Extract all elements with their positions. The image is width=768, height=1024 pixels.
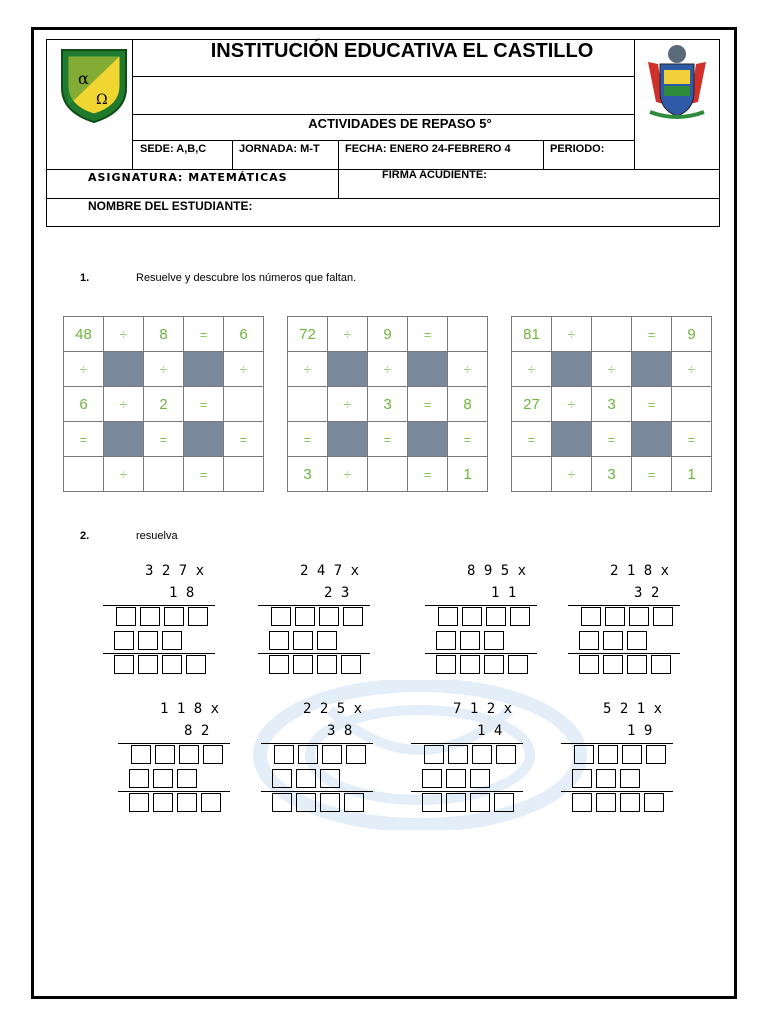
operator-cell: ÷	[592, 352, 632, 387]
answer-box[interactable]	[472, 745, 492, 764]
operator-cell: ÷	[104, 387, 144, 422]
partial-product-1	[116, 607, 208, 626]
sum-line	[411, 743, 523, 744]
answer-box[interactable]	[424, 745, 444, 764]
answer-box[interactable]	[448, 745, 468, 764]
number-cell: 8	[448, 387, 488, 422]
multiplier: 3 2	[634, 585, 660, 601]
division-puzzle-2	[287, 316, 488, 492]
blank-answer-cell[interactable]	[368, 457, 408, 492]
answer-box[interactable]	[298, 745, 318, 764]
answer-box[interactable]	[644, 793, 664, 812]
final-product	[422, 793, 514, 812]
answer-box[interactable]	[436, 631, 456, 650]
multiplier: 2 3	[324, 585, 350, 601]
sede-label: SEDE: A,B,C	[140, 143, 207, 155]
answer-box[interactable]	[116, 607, 136, 626]
operator-cell: =	[632, 457, 672, 492]
answer-box[interactable]	[269, 655, 289, 674]
section2-number: 2.	[80, 530, 90, 542]
answer-box[interactable]	[486, 607, 506, 626]
number-cell: 48	[64, 317, 104, 352]
answer-box[interactable]	[186, 655, 206, 674]
sum-line	[561, 791, 673, 792]
final-product	[114, 655, 206, 674]
answer-box[interactable]	[470, 793, 490, 812]
operator-cell: ÷	[552, 317, 592, 352]
answer-box[interactable]	[508, 655, 528, 674]
answer-box[interactable]	[646, 745, 666, 764]
answer-box[interactable]	[317, 655, 337, 674]
answer-box[interactable]	[603, 631, 623, 650]
section1-number: 1.	[80, 272, 90, 284]
operator-cell: =	[408, 317, 448, 352]
shaded-cell	[184, 422, 224, 457]
multiplier: 1 9	[627, 723, 653, 739]
multiplicand: 2 2 5 x	[303, 701, 363, 717]
operator-cell: =	[144, 422, 184, 457]
answer-box[interactable]	[114, 631, 134, 650]
answer-box[interactable]	[446, 769, 466, 788]
sum-line	[261, 791, 373, 792]
answer-box[interactable]	[131, 745, 151, 764]
answer-box[interactable]	[155, 745, 175, 764]
answer-box[interactable]	[579, 631, 599, 650]
partial-product-2	[269, 631, 337, 650]
answer-box[interactable]	[138, 655, 158, 674]
operator-cell: =	[224, 422, 264, 457]
answer-box[interactable]	[460, 631, 480, 650]
blank-answer-cell[interactable]	[448, 317, 488, 352]
partial-product-2	[272, 769, 340, 788]
partial-product-1	[274, 745, 366, 764]
answer-box[interactable]	[462, 607, 482, 626]
blank-answer-cell[interactable]	[592, 317, 632, 352]
blank-answer-cell[interactable]	[144, 457, 184, 492]
answer-box[interactable]	[574, 745, 594, 764]
blank-answer-cell[interactable]	[512, 457, 552, 492]
answer-box[interactable]	[596, 793, 616, 812]
partial-product-2	[579, 631, 647, 650]
answer-box[interactable]	[572, 793, 592, 812]
answer-box[interactable]	[346, 745, 366, 764]
operator-cell: ÷	[552, 387, 592, 422]
operator-cell: ÷	[672, 352, 712, 387]
answer-box[interactable]	[605, 607, 625, 626]
answer-box[interactable]	[596, 769, 616, 788]
answer-box[interactable]	[164, 607, 184, 626]
answer-box[interactable]	[129, 793, 149, 812]
partial-product-2	[436, 631, 504, 650]
operator-cell: ÷	[448, 352, 488, 387]
shaded-cell	[632, 422, 672, 457]
answer-box[interactable]	[269, 631, 289, 650]
answer-box[interactable]	[343, 607, 363, 626]
operator-cell: ÷	[64, 352, 104, 387]
partial-product-2	[422, 769, 490, 788]
answer-box[interactable]	[153, 769, 173, 788]
number-cell: 3	[592, 387, 632, 422]
answer-box[interactable]	[436, 655, 456, 674]
operator-cell: =	[448, 422, 488, 457]
answer-box[interactable]	[341, 655, 361, 674]
multiplicand: 3 2 7 x	[145, 563, 205, 579]
answer-box[interactable]	[179, 745, 199, 764]
operator-cell: =	[512, 422, 552, 457]
answer-box[interactable]	[114, 655, 134, 674]
blank-answer-cell[interactable]	[64, 457, 104, 492]
number-cell: 9	[672, 317, 712, 352]
answer-box[interactable]	[274, 745, 294, 764]
operator-cell: ÷	[368, 352, 408, 387]
sum-line	[411, 791, 523, 792]
answer-box[interactable]	[627, 655, 647, 674]
shaded-cell	[408, 422, 448, 457]
multiplicand: 2 1 8 x	[610, 563, 670, 579]
school-name: INSTITUCIÓN EDUCATIVA EL CASTILLO	[210, 40, 594, 62]
asignatura-label: ASIGNATURA: MATEMÁTICAS	[88, 171, 288, 184]
shaded-cell	[328, 352, 368, 387]
answer-box[interactable]	[296, 769, 316, 788]
answer-box[interactable]	[581, 607, 601, 626]
answer-box[interactable]	[188, 607, 208, 626]
multiplicand: 1 1 8 x	[160, 701, 220, 717]
number-cell: 72	[288, 317, 328, 352]
school-shield-logo	[58, 44, 130, 124]
number-cell: 3	[592, 457, 632, 492]
number-cell: 6	[64, 387, 104, 422]
omega-letter: Ω	[96, 92, 108, 108]
blank-answer-cell[interactable]	[224, 387, 264, 422]
answer-box[interactable]	[344, 793, 364, 812]
periodo-label: PERIODO:	[550, 143, 605, 155]
answer-box[interactable]	[272, 793, 292, 812]
firma-acudiente-label: FIRMA ACUDIENTE:	[382, 169, 487, 181]
answer-box[interactable]	[138, 631, 158, 650]
answer-box[interactable]	[438, 607, 458, 626]
operator-cell: ÷	[224, 352, 264, 387]
shaded-cell	[408, 352, 448, 387]
answer-box[interactable]	[296, 793, 316, 812]
answer-box[interactable]	[620, 769, 640, 788]
multiplier: 1 8	[169, 585, 195, 601]
final-product	[579, 655, 671, 674]
partial-product-1	[424, 745, 516, 764]
operator-cell: ÷	[288, 352, 328, 387]
sum-line	[118, 791, 230, 792]
answer-box[interactable]	[177, 793, 197, 812]
multiplicand: 2 4 7 x	[300, 563, 360, 579]
operator-cell: =	[632, 317, 672, 352]
shaded-cell	[632, 352, 672, 387]
operator-cell: =	[288, 422, 328, 457]
answer-box[interactable]	[653, 607, 673, 626]
answer-box[interactable]	[293, 631, 313, 650]
answer-box[interactable]	[496, 745, 516, 764]
number-cell: 1	[672, 457, 712, 492]
answer-box[interactable]	[177, 769, 197, 788]
shaded-cell	[104, 422, 144, 457]
jornada-label: JORNADA: M-T	[239, 143, 320, 155]
partial-product-2	[129, 769, 197, 788]
answer-box[interactable]	[153, 793, 173, 812]
answer-box[interactable]	[470, 769, 490, 788]
final-product	[269, 655, 361, 674]
multiplier: 3 8	[327, 723, 353, 739]
sum-line	[103, 605, 215, 606]
student-name-label: NOMBRE DEL ESTUDIANTE:	[88, 199, 253, 213]
answer-box[interactable]	[446, 793, 466, 812]
sum-line	[258, 653, 370, 654]
multiplicand: 7 1 2 x	[453, 701, 513, 717]
shaded-cell	[552, 352, 592, 387]
sum-line	[261, 743, 373, 744]
number-cell: 3	[288, 457, 328, 492]
answer-box[interactable]	[603, 655, 623, 674]
answer-box[interactable]	[651, 655, 671, 674]
sum-line	[568, 605, 680, 606]
operator-cell: =	[408, 457, 448, 492]
number-cell: 9	[368, 317, 408, 352]
answer-box[interactable]	[622, 745, 642, 764]
answer-box[interactable]	[629, 607, 649, 626]
multiplier: 1 4	[477, 723, 503, 739]
partial-product-1	[438, 607, 530, 626]
operator-cell: =	[184, 387, 224, 422]
division-puzzle-1	[63, 316, 264, 492]
partial-product-2	[114, 631, 182, 650]
operator-cell: =	[64, 422, 104, 457]
sum-line	[258, 605, 370, 606]
sum-line	[561, 743, 673, 744]
number-cell: 3	[368, 387, 408, 422]
final-product	[129, 793, 221, 812]
blank-answer-cell[interactable]	[288, 387, 328, 422]
multiplicand: 5 2 1 x	[603, 701, 663, 717]
answer-box[interactable]	[201, 793, 221, 812]
multiplier: 8 2	[184, 723, 210, 739]
answer-box[interactable]	[598, 745, 618, 764]
number-cell: 27	[512, 387, 552, 422]
operator-cell: ÷	[144, 352, 184, 387]
sum-line	[425, 605, 537, 606]
answer-box[interactable]	[422, 769, 442, 788]
answer-box[interactable]	[620, 793, 640, 812]
answer-box[interactable]	[627, 631, 647, 650]
activity-title: ACTIVIDADES DE REPASO 5°	[308, 116, 492, 131]
operator-cell: =	[672, 422, 712, 457]
operator-cell: =	[368, 422, 408, 457]
number-cell: 6	[224, 317, 264, 352]
answer-box[interactable]	[460, 655, 480, 674]
fecha-label: FECHA: ENERO 24-FEBRERO 4	[345, 143, 511, 155]
number-cell: 8	[144, 317, 184, 352]
partial-product-1	[131, 745, 223, 764]
sum-line	[568, 653, 680, 654]
sum-line	[118, 743, 230, 744]
multiplier: 1 1	[491, 585, 517, 601]
alpha-letter: α	[78, 69, 89, 88]
answer-box[interactable]	[320, 793, 340, 812]
shaded-cell	[328, 422, 368, 457]
answer-box[interactable]	[510, 607, 530, 626]
operator-cell: ÷	[328, 457, 368, 492]
final-product	[272, 793, 364, 812]
final-product	[572, 793, 664, 812]
answer-box[interactable]	[162, 655, 182, 674]
sum-line	[103, 653, 215, 654]
number-cell: 81	[512, 317, 552, 352]
answer-box[interactable]	[271, 607, 291, 626]
answer-box[interactable]	[494, 793, 514, 812]
blank-answer-cell[interactable]	[224, 457, 264, 492]
answer-box[interactable]	[322, 745, 342, 764]
operator-cell: =	[184, 317, 224, 352]
shaded-cell	[552, 422, 592, 457]
partial-product-1	[271, 607, 363, 626]
answer-box[interactable]	[320, 769, 340, 788]
answer-box[interactable]	[272, 769, 292, 788]
operator-cell: =	[184, 457, 224, 492]
answer-box[interactable]	[319, 607, 339, 626]
partial-product-1	[581, 607, 673, 626]
answer-box[interactable]	[203, 745, 223, 764]
answer-box[interactable]	[484, 655, 504, 674]
number-cell: 2	[144, 387, 184, 422]
operator-cell: =	[408, 387, 448, 422]
shaded-cell	[184, 352, 224, 387]
answer-box[interactable]	[162, 631, 182, 650]
shaded-cell	[104, 352, 144, 387]
operator-cell: ÷	[104, 317, 144, 352]
sum-line	[425, 653, 537, 654]
partial-product-1	[574, 745, 666, 764]
section2-instruction: resuelva	[136, 530, 178, 542]
answer-box[interactable]	[293, 655, 313, 674]
answer-box[interactable]	[129, 769, 149, 788]
multiplicand: 8 9 5 x	[467, 563, 527, 579]
answer-box[interactable]	[422, 793, 442, 812]
answer-box[interactable]	[140, 607, 160, 626]
number-cell: 1	[448, 457, 488, 492]
operator-cell: ÷	[512, 352, 552, 387]
operator-cell: ÷	[104, 457, 144, 492]
operator-cell: =	[632, 387, 672, 422]
blank-answer-cell[interactable]	[672, 387, 712, 422]
answer-box[interactable]	[295, 607, 315, 626]
operator-cell: ÷	[552, 457, 592, 492]
section1-instruction: Resuelve y descubre los números que faltan.	[136, 272, 357, 284]
operator-cell: ÷	[328, 317, 368, 352]
answer-box[interactable]	[317, 631, 337, 650]
final-product	[436, 655, 528, 674]
partial-product-2	[572, 769, 640, 788]
operator-cell: ÷	[328, 387, 368, 422]
answer-box[interactable]	[572, 769, 592, 788]
answer-box[interactable]	[484, 631, 504, 650]
operator-cell: =	[592, 422, 632, 457]
division-puzzle-3	[511, 316, 712, 492]
answer-box[interactable]	[579, 655, 599, 674]
